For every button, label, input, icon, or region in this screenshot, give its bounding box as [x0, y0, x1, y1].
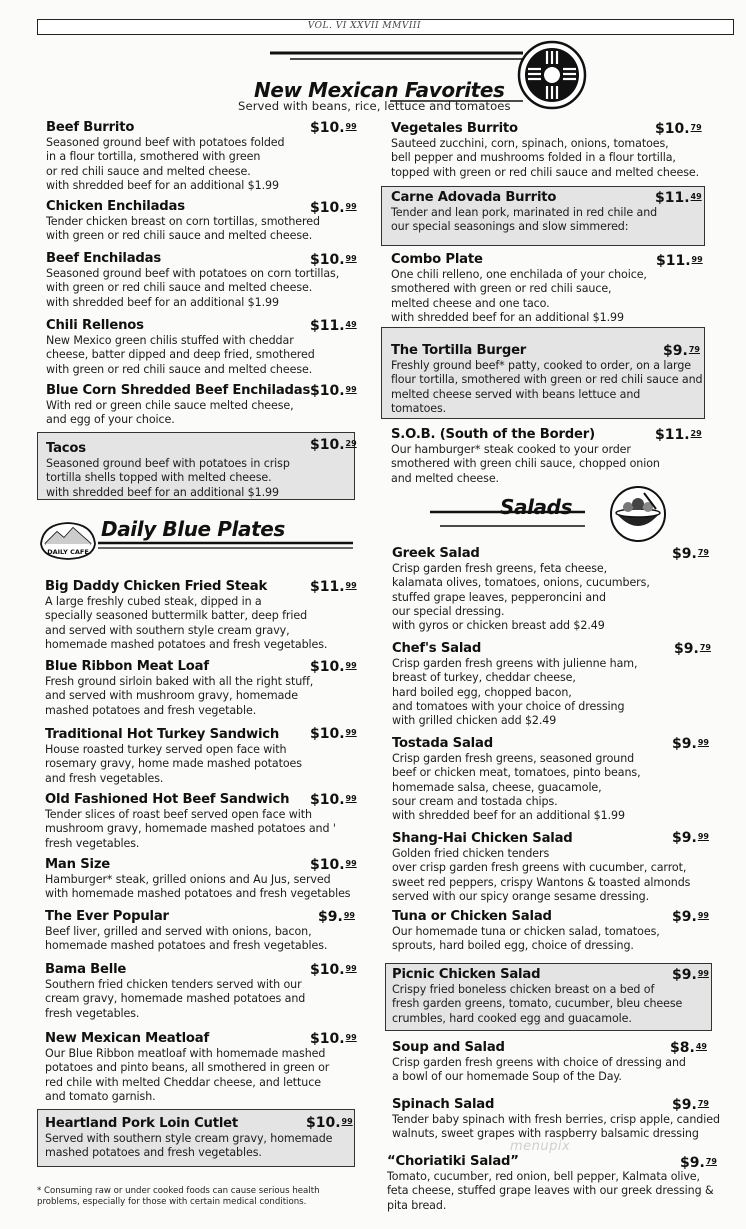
- volume-banner: [37, 19, 734, 35]
- item-name: Tacos: [46, 441, 86, 456]
- menu-item-vegetales-burrito: [391, 121, 699, 180]
- item-description: Sauteed zucchini, corn, spinach, onions, tomatoes, bell pepper and mushrooms folded in a flour tortilla, topped with green or red chili sauce and melted cheese.: [391, 137, 700, 179]
- item-price: $10.99: [310, 383, 357, 399]
- watermark: menupix: [510, 1139, 571, 1154]
- menu-item-blue-ribbon: [45, 659, 313, 718]
- item-description: Crisp garden fresh greens with choice of dressing and a bowl of our homemade Soup of the Day.: [392, 1056, 686, 1084]
- item-price: $9.79: [672, 546, 709, 562]
- item-description: Crispy fried boneless chicken breast on a bed of fresh garden greens, tomato, cucumber, bleu cheese crumbles, hard cooked egg and guacamole.: [392, 983, 683, 1025]
- item-description: Seasoned ground beef with potatoes on corn tortillas, with green or red chili sauce and melted cheese. with shredded beef for an additional $1.99: [46, 267, 340, 309]
- item-price: $9.79: [674, 641, 711, 657]
- menu-item-man-size: [45, 857, 351, 902]
- item-name: Combo Plate: [391, 252, 483, 267]
- item-name: Big Daddy Chicken Fried Steak: [45, 579, 268, 594]
- item-description: Crisp garden fresh greens with julienne ham, breast of turkey, cheddar cheese, hard boiled egg, chopped bacon, and tomatoes with your choice of dressing with grilled chicken add $2.49: [392, 657, 638, 728]
- menu-item-sob: [391, 427, 660, 486]
- item-name: “Choriatiki Salad”: [387, 1154, 519, 1169]
- item-description: A large freshly cubed steak, dipped in a specially seasoned buttermilk batter, deep fried and served with southern style cream gravy, homemade mashed potatoes and fresh vegetables.: [45, 595, 328, 651]
- blue-plates-lines: [98, 540, 358, 550]
- item-name: Carne Adovada Burrito: [391, 190, 557, 205]
- item-description: Tender slices of roast beef served open face with mushroom gravy, homemade mashed potatoes and ' fresh vegetables.: [45, 808, 336, 850]
- item-description: Freshly ground beef* patty, cooked to order, on a large flour tortilla, smothered with green or red chili sauce and melted cheese served with beans lettuce and tomatoes.: [391, 359, 703, 415]
- menu-item-greek-salad: [392, 546, 650, 633]
- item-description: House roasted turkey served open face with rosemary gravy, home made mashed potatoes and fresh vegetables.: [45, 743, 302, 785]
- item-name: Beef Enchiladas: [46, 251, 161, 266]
- item-name: Greek Salad: [392, 546, 480, 561]
- menu-item-big-daddy: [45, 579, 327, 652]
- item-name: Vegetales Burrito: [391, 121, 518, 136]
- item-name: Soup and Salad: [392, 1040, 505, 1055]
- menu-item-pork-loin: [45, 1116, 332, 1161]
- menu-item-shanghai-salad: [392, 831, 690, 904]
- new-mexican-title: New Mexican Favorites: [254, 78, 505, 102]
- menu-item-combo-plate: [391, 252, 647, 325]
- item-name: Chili Rellenos: [46, 318, 144, 333]
- menu-item-tortilla-burger: [391, 343, 702, 416]
- item-name: Blue Corn Shredded Beef Enchiladas: [46, 383, 311, 398]
- item-name: The Ever Popular: [45, 909, 169, 924]
- item-price: $10.99: [310, 726, 357, 742]
- menu-item-spinach-salad: [392, 1097, 720, 1142]
- salad-bowl-icon: [604, 485, 672, 543]
- item-price: $11.99: [310, 579, 357, 595]
- item-price: $9.99: [318, 909, 355, 925]
- menu-item-tostada-salad: [392, 736, 641, 823]
- menu-item-tacos: [46, 441, 290, 500]
- daily-cafe-logo-icon: [37, 518, 99, 562]
- item-name: Man Size: [45, 857, 111, 872]
- menu-item-chicken-enchiladas: [46, 199, 320, 244]
- item-price: $9.79: [672, 1097, 709, 1113]
- item-name: S.O.B. (South of the Border): [391, 427, 595, 442]
- item-description: Fresh ground sirloin baked with all the right stuff, and served with mushroom gravy, homemade mashed potatoes and fresh vegetable.: [45, 675, 314, 717]
- item-description: Seasoned ground beef with potatoes in crisp tortilla shells topped with melted cheese. with shredded beef for an additional $1.99: [46, 457, 290, 499]
- menu-item-picnic-salad: [392, 967, 682, 1026]
- item-name: Shang-Hai Chicken Salad: [392, 831, 573, 846]
- item-price: $11.49: [655, 190, 702, 206]
- item-price: $9.99: [672, 909, 709, 925]
- salads-title: Salads: [500, 495, 573, 519]
- item-price: $10.99: [310, 252, 357, 268]
- menu-item-beef-enchiladas: [46, 251, 339, 310]
- menu-item-chefs-salad: [392, 641, 637, 728]
- blue-plates-title: Daily Blue Plates: [101, 517, 285, 541]
- menu-item-soup-salad: [392, 1040, 686, 1085]
- item-description: Tomato, cucumber, red onion, bell pepper, Kalmata olive, feta cheese, stuffed grape leaves with our greek dressing & pita bread.: [387, 1170, 714, 1212]
- item-description: Golden fried chicken tenders over crisp garden fresh greens with cucumber, carrot, sweet red peppers, crispy Wantons & toasted almonds served with our spicy orange sesame dressing.: [392, 847, 691, 903]
- item-description: Crisp garden fresh greens, feta cheese, kalamata olives, tomatoes, onions, cucumbers, stuffed grape leaves, pepperoncini and our special dressing. with gyros or chicken breast add $2.49: [392, 562, 650, 633]
- item-name: Spinach Salad: [392, 1097, 495, 1112]
- item-price: $10.99: [310, 659, 357, 675]
- item-price: $9.99: [672, 967, 709, 983]
- item-name: Old Fashioned Hot Beef Sandwich: [45, 792, 290, 807]
- item-name: Blue Ribbon Meat Loaf: [45, 659, 209, 674]
- item-description: Crisp garden fresh greens, seasoned ground beef or chicken meat, tomatoes, pinto beans, homemade salsa, cheese, guacamole, sour cream and tostada chips. with shredded beef for an additional $1.99: [392, 752, 641, 823]
- menu-item-chili-rellenos: [46, 318, 315, 377]
- item-description: New Mexico green chilis stuffed with cheddar cheese, batter dipped and deep fried, smothered with green or red chili sauce and melted cheese.: [46, 334, 315, 376]
- new-mexican-subtitle: Served with beans, rice, lettuce and tomatoes: [238, 99, 511, 113]
- item-description: Seasoned ground beef with potatoes folded in a flour tortilla, smothered with green or red chili sauce and melted cheese. with shredded beef for an additional $1.99: [46, 136, 285, 192]
- item-price: $10.29: [310, 437, 357, 453]
- menu-item-nm-meatloaf: [45, 1031, 329, 1104]
- zia-sun-icon: [517, 40, 587, 110]
- item-description: Our Blue Ribbon meatloaf with homemade mashed potatoes and pinto beans, all smothered in green or red chile with melted Cheddar cheese, and lettuce and tomato garnish.: [45, 1047, 330, 1103]
- item-price: $11.49: [310, 318, 357, 334]
- item-name: Bama Belle: [45, 962, 127, 977]
- item-description: Tender chicken breast on corn tortillas, smothered with green or red chili sauce and melted cheese.: [46, 215, 320, 243]
- volume-text: VOL. VI XXVII MMVIII: [307, 21, 421, 31]
- menu-item-beef-burrito: [46, 120, 284, 193]
- item-price: $8.49: [670, 1040, 707, 1056]
- menu-item-ever-popular: [45, 909, 327, 954]
- item-name: New Mexican Meatloaf: [45, 1031, 210, 1046]
- item-price: $10.99: [310, 962, 357, 978]
- item-price: $10.99: [310, 120, 357, 136]
- item-name: Heartland Pork Loin Cutlet: [45, 1116, 239, 1131]
- item-description: Hamburger* steak, grilled onions and Au Jus, served with homemade mashed potatoes and fresh vegetables: [45, 873, 351, 901]
- item-description: Southern fried chicken tenders served with our cream gravy, homemade mashed potatoes and fresh vegetables.: [45, 978, 306, 1020]
- menu-item-bama-belle: [45, 962, 305, 1021]
- item-name: Traditional Hot Turkey Sandwich: [45, 727, 280, 742]
- item-name: Chef's Salad: [392, 641, 482, 656]
- item-price: $9.79: [680, 1155, 717, 1171]
- item-price: $9.79: [663, 343, 700, 359]
- item-price: $10.99: [310, 792, 357, 808]
- item-description: Our hamburger* steak cooked to your order smothered with green chili sauce, chopped onion and melted cheese.: [391, 443, 660, 485]
- health-footnote: * Consuming raw or under cooked foods can cause serious health problems, especially for those with certain medical conditions.: [37, 1186, 320, 1207]
- item-price: $10.99: [310, 1031, 357, 1047]
- item-description: Served with southern style cream gravy, homemade mashed potatoes and fresh vegetables.: [45, 1132, 333, 1160]
- item-description: Our homemade tuna or chicken salad, tomatoes, sprouts, hard boiled egg, choice of dressing.: [392, 925, 660, 953]
- item-price: $9.99: [672, 736, 709, 752]
- menu-item-carne-adovada: [391, 190, 657, 235]
- item-name: The Tortilla Burger: [391, 343, 527, 358]
- item-description: Beef liver, grilled and served with onions, bacon, homemade mashed potatoes and fresh vegetables.: [45, 925, 328, 953]
- menu-item-tuna-salad: [392, 909, 660, 954]
- menu-item-choriatiki-salad: [387, 1154, 714, 1213]
- item-description: Tender and lean pork, marinated in red chile and our special seasonings and slow simmered:: [391, 206, 658, 234]
- item-price: $10.99: [310, 857, 357, 873]
- item-price: $10.99: [310, 200, 357, 216]
- item-name: Tostada Salad: [392, 736, 493, 751]
- item-price: $10.99: [306, 1115, 353, 1131]
- item-description: With red or green chile sauce melted cheese, and egg of your choice.: [46, 399, 294, 427]
- item-price: $11.29: [655, 427, 702, 443]
- menu-item-hot-beef: [45, 792, 336, 851]
- item-name: Picnic Chicken Salad: [392, 967, 541, 982]
- item-price: $10.79: [655, 121, 702, 137]
- item-price: $9.99: [672, 830, 709, 846]
- svg-text:DAILY CAFE: DAILY CAFE: [47, 548, 89, 556]
- item-description: One chili relleno, one enchilada of your choice, smothered with green or red chili sauce, melted cheese and one taco. with shredded beef for an additional $1.99: [391, 268, 647, 324]
- menu-item-hot-turkey: [45, 727, 302, 786]
- item-price: $11.99: [656, 253, 703, 269]
- item-description: Tender baby spinach with fresh berries, crisp apple, candied walnuts, sweet grapes with raspberry balsamic dressing: [392, 1113, 720, 1141]
- item-name: Beef Burrito: [46, 120, 135, 135]
- item-name: Tuna or Chicken Salad: [392, 909, 552, 924]
- item-name: Chicken Enchiladas: [46, 199, 185, 214]
- menu-item-blue-corn-enchiladas: [46, 383, 310, 428]
